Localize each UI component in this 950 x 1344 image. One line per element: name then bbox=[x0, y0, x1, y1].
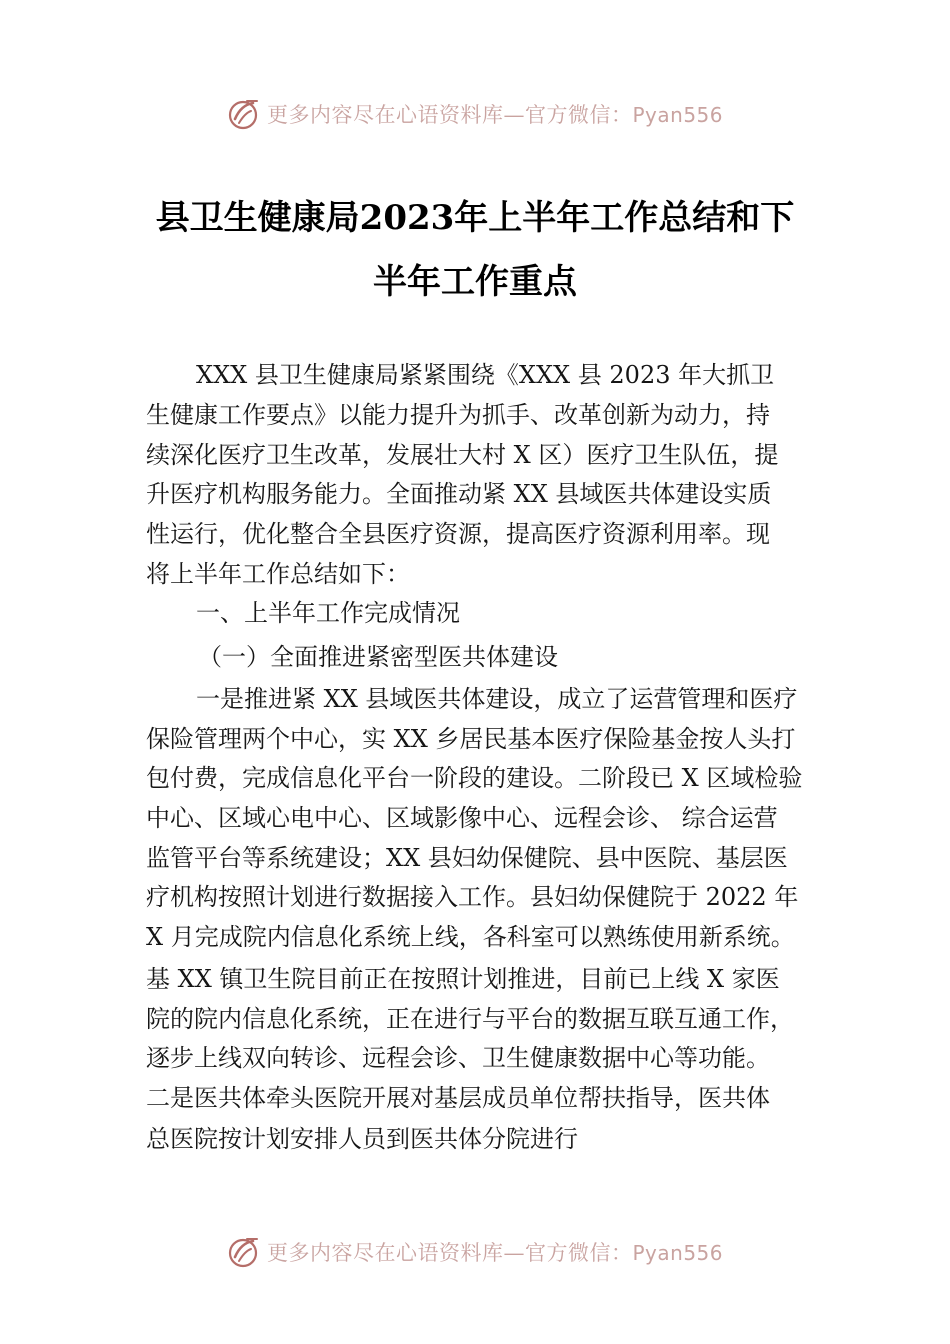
document-title-line-1: 县卫生健康局2023年上半年工作总结和下 bbox=[155, 198, 795, 238]
watermark-banner-top bbox=[0, 94, 950, 134]
watermark-text: 更多内容尽在心语资料库—官方微信：Pyan556 bbox=[266, 103, 723, 127]
paragraph-line: X 月完成院内信息化系统上线，各科室可以熟练使用新系统。 bbox=[146, 923, 795, 951]
paragraph-line: 性运行，优化整合全县医疗资源，提高医疗资源利用率。现 bbox=[146, 520, 770, 548]
watermark-wechat: Pyan556 bbox=[632, 1241, 723, 1265]
seal-logo-icon bbox=[227, 1235, 261, 1269]
subsection-heading: （一）全面推进紧密型医共体建设 bbox=[198, 643, 558, 671]
seal-logo-icon bbox=[227, 97, 261, 131]
document-title-line-2: 半年工作重点 bbox=[373, 262, 577, 302]
paragraph-line: XXX 县卫生健康局紧紧围绕《XXX 县 2023 年大抓卫 bbox=[196, 361, 775, 389]
paragraph-line: 包付费，完成信息化平台一阶段的建设。二阶段已 X 区域检验 bbox=[146, 764, 803, 792]
paragraph-line: 院的院内信息化系统，正在进行与平台的数据互联互通工作， bbox=[146, 1005, 794, 1033]
paragraph-line: 疗机构按照计划进行数据接入工作。县妇幼保健院于 2022 年 bbox=[146, 883, 799, 911]
paragraph-line: 总医院按计划安排人员到医共体分院进行 bbox=[146, 1125, 578, 1153]
paragraph-line: 生健康工作要点》以能力提升为抓手、改革创新为动力，持 bbox=[146, 401, 770, 429]
paragraph-line: 中心、区域心电中心、区域影像中心、远程会诊、 综合运营 bbox=[146, 804, 778, 832]
paragraph-line: 监管平台等系统建设；XX 县妇幼保健院、县中医院、基层医 bbox=[146, 844, 788, 872]
section-heading: 一、上半年工作完成情况 bbox=[196, 599, 460, 627]
paragraph-line: 保险管理两个中心，实 XX 乡居民基本医疗保险基金按人头打 bbox=[146, 725, 796, 753]
watermark-wechat: Pyan556 bbox=[632, 103, 723, 127]
watermark-text: 更多内容尽在心语资料库—官方微信：Pyan556 bbox=[266, 1241, 723, 1265]
paragraph-line: 将上半年工作总结如下： bbox=[146, 560, 410, 588]
paragraph-line: 一是推进紧 XX 县域医共体建设，成立了运营管理和医疗 bbox=[196, 685, 798, 713]
watermark-banner-bottom bbox=[0, 1232, 950, 1272]
paragraph-line: 基 XX 镇卫生院目前正在按照计划推进，目前已上线 X 家医 bbox=[146, 965, 780, 993]
paragraph-line: 升医疗机构服务能力。全面推动紧 XX 县域医共体建设实质 bbox=[146, 480, 772, 508]
paragraph-line: 逐步上线双向转诊、远程会诊、卫生健康数据中心等功能。 bbox=[146, 1044, 770, 1072]
paragraph-line: 二是医共体牵头医院开展对基层成员单位帮扶指导，医共体 bbox=[146, 1084, 770, 1112]
paragraph-line: 续深化医疗卫生改革，发展壮大村 X 区）医疗卫生队伍，提 bbox=[146, 441, 779, 469]
